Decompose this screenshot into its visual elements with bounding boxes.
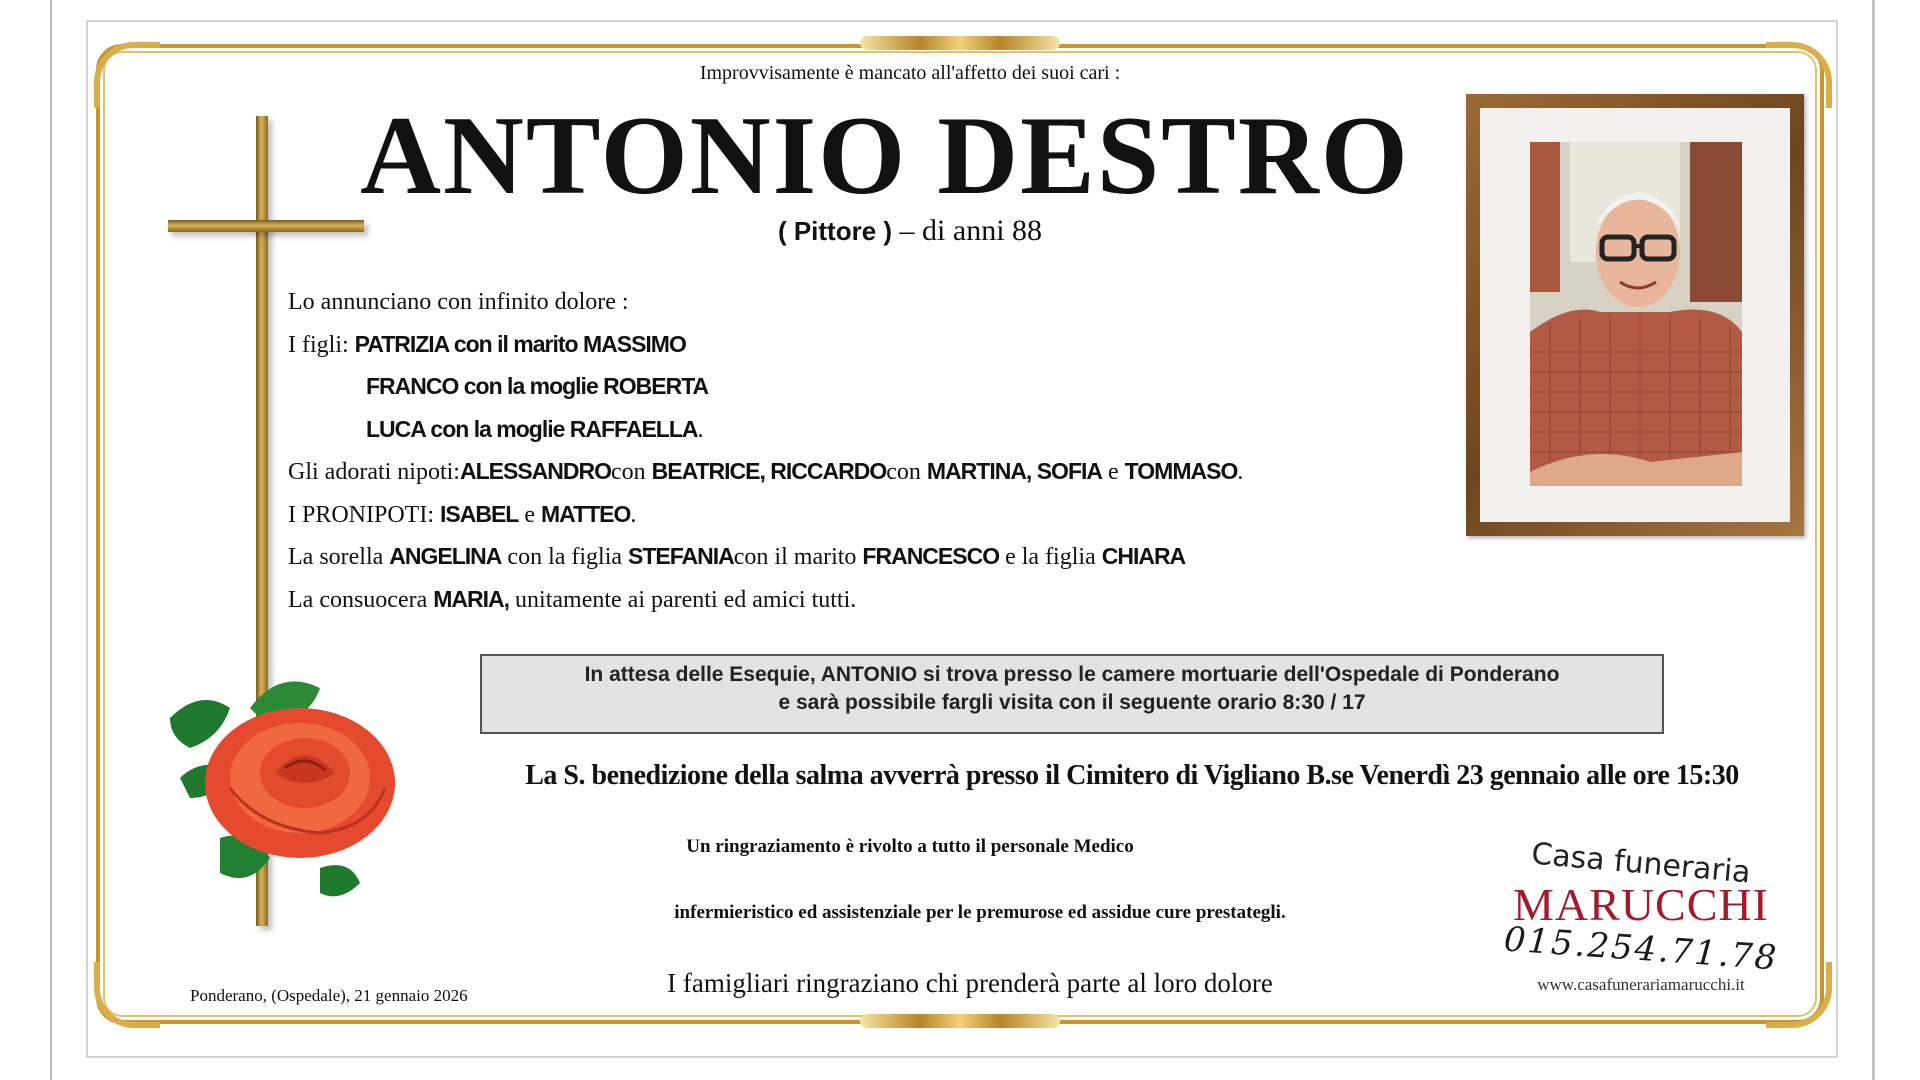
- announcement-text: con il marito: [733, 544, 863, 570]
- announcement-line: [288, 324, 1488, 367]
- relative-name: ISABEL: [440, 500, 519, 527]
- announcement-text: I PRONIPOTI:: [288, 501, 441, 528]
- announcement-text: e: [1102, 459, 1125, 485]
- blessing-text: La S. benedizione della salma avverrà presso il Cimitero di Vigliano B.se Venerdì 23 gennaio alle ore 15:30: [525, 760, 1739, 791]
- relative-name: BEATRICE, RICCARDO: [651, 458, 887, 484]
- relative-name: MARIA,: [433, 585, 510, 612]
- page-edge-left: [50, 0, 52, 1080]
- relative-name: TOMMASO: [1124, 458, 1238, 484]
- top-ornament: [860, 36, 1060, 50]
- closing-text: I famigliari ringraziano chi prenderà parte al loro dolore: [667, 968, 1273, 998]
- announcement-text: I figli:: [288, 331, 355, 358]
- relative-name: ANGELINA: [389, 543, 502, 569]
- relative-name: FRANCO con la moglie ROBERTA: [366, 373, 709, 399]
- deceased-name: ANTONIO DESTRO: [360, 94, 1410, 218]
- funeral-home-phone: 015.254.71.78: [1502, 919, 1780, 979]
- announcement-text: unitamente ai parenti ed amici tutti.: [509, 586, 857, 613]
- cross-icon-arm: [168, 220, 364, 232]
- thanks-line: Un ringraziamento è rivolto a tutto il personale Medico: [686, 836, 1134, 857]
- relative-name: LUCA con la moglie RAFFAELLA: [366, 415, 698, 442]
- thanks-line: infermieristico ed assistenziale per le premurose ed assidue cure prestategli.: [674, 902, 1286, 923]
- announcement-text: Lo annunciano con infinito dolore :: [288, 289, 629, 315]
- notice-line: e sarà possibile fargli visita con il seguente orario 8:30 / 17: [778, 691, 1366, 714]
- profession: ( Pittore ): [777, 216, 893, 246]
- place-date: Ponderano, (Ospedale), 21 gennaio 2026: [190, 986, 468, 1005]
- funeral-home-logo: [1486, 836, 1796, 995]
- announcement-line: [288, 579, 1488, 622]
- announcement-text: .: [1237, 459, 1244, 485]
- announcement-text: e la figlia: [999, 544, 1102, 570]
- announcement-line: [288, 451, 1488, 494]
- page-edge-right: [1872, 0, 1875, 1080]
- relative-name: MATTEO: [541, 500, 631, 527]
- subtitle: [600, 214, 1220, 248]
- announcement-line: [288, 536, 1488, 579]
- announcement-text: La sorella: [288, 544, 390, 570]
- announcement-text: con la figlia: [501, 544, 629, 570]
- notice-line: In attesa delle Esequie, ANTONIO si trova presso le camere mortuarie dell'Ospedale di Ponderano: [584, 663, 1560, 686]
- announcement-text: con: [886, 459, 927, 485]
- funeral-home-website[interactable]: www.casafunerariamarucchi.it: [1537, 975, 1745, 995]
- relative-name: MARTINA, SOFIA: [926, 458, 1102, 484]
- relative-name: PATRIZIA con il marito MASSIMO: [354, 330, 686, 357]
- portrait-mat: [1480, 108, 1790, 522]
- rose-icon: [160, 668, 450, 908]
- announcement-text: e: [518, 501, 542, 528]
- announcement-line: [288, 409, 1488, 452]
- announcement-line: [288, 494, 1488, 537]
- relative-name: ALESSANDRO: [459, 458, 611, 484]
- bottom-ornament: [860, 1014, 1060, 1028]
- announcement-body: [288, 282, 1488, 621]
- relative-name: FRANCESCO: [862, 543, 1000, 569]
- announcement-text: Gli adorati nipoti:: [288, 459, 460, 485]
- intro-text: Improvvisamente è mancato all'affetto dei suoi cari :: [699, 62, 1121, 84]
- funeral-home-casa: Casa funeraria: [1530, 836, 1752, 891]
- funeral-home-name: MARUCCHI: [1513, 879, 1769, 930]
- age: – di anni 88: [892, 214, 1043, 247]
- announcement-line: [288, 282, 1488, 324]
- announcement-text: La consuocera: [288, 586, 434, 613]
- portrait-frame: [1466, 94, 1804, 536]
- relative-name: STEFANIA: [628, 543, 734, 569]
- announcement-line: [288, 366, 1488, 409]
- announcement-text: con: [611, 459, 652, 485]
- visitation-notice: [480, 654, 1664, 734]
- relative-name: CHIARA: [1101, 543, 1186, 569]
- announcement-text: .: [630, 501, 637, 528]
- portrait-photo: [1530, 142, 1742, 486]
- announcement-text: .: [697, 416, 704, 443]
